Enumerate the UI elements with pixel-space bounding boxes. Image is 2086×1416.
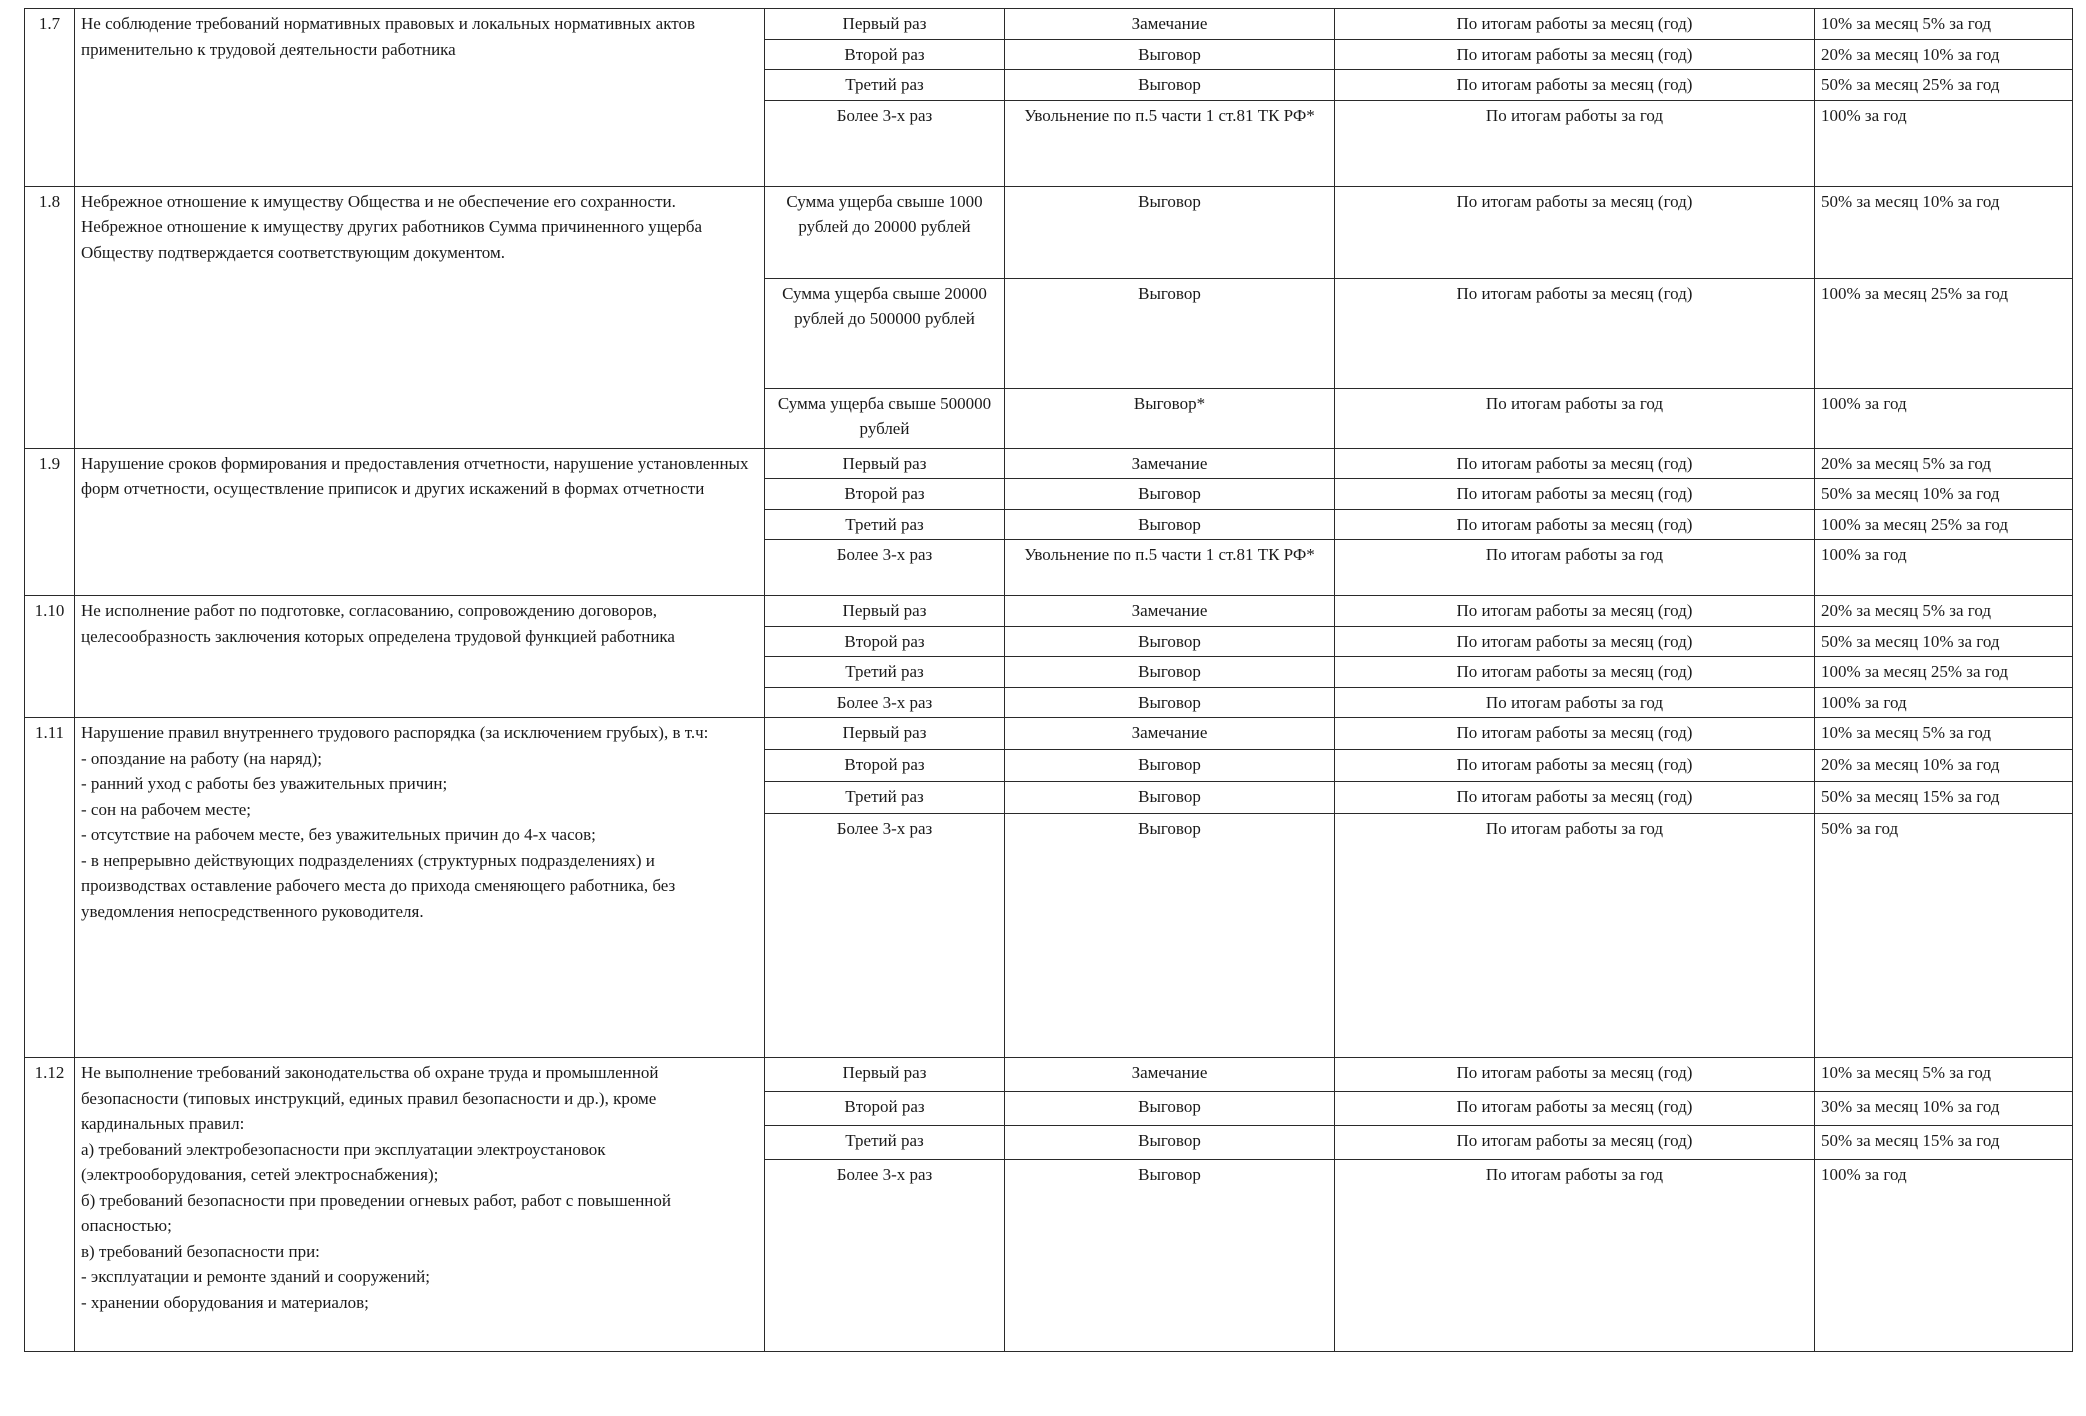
occurrence-condition: Третий раз [765,70,1005,101]
bonus-reduction: 100% за год [1815,687,2073,718]
bonus-reduction: 100% за месяц 25% за год [1815,657,2073,688]
bonus-reduction: 100% за год [1815,540,2073,596]
violation-description [75,718,765,1058]
disciplinary-action: Выговор [1005,1160,1335,1352]
table-row [25,596,2073,627]
table-row [25,1058,2073,1092]
description-line: Нарушение правил внутреннего трудового распорядка (за исключением грубых), в т.ч: [81,723,709,742]
violation-description [75,9,765,187]
occurrence-condition: Второй раз [765,750,1005,782]
bonus-reduction: 50% за месяц 10% за год [1815,626,2073,657]
assessment-period: По итогам работы за месяц (год) [1335,1092,1815,1126]
occurrence-condition: Третий раз [765,657,1005,688]
assessment-period: По итогам работы за месяц (год) [1335,479,1815,510]
disciplinary-action: Выговор [1005,479,1335,510]
bonus-reduction: 50% за месяц 15% за год [1815,782,2073,814]
bonus-reduction: 10% за месяц 5% за год [1815,1058,2073,1092]
assessment-period: По итогам работы за год [1335,814,1815,1058]
occurrence-condition: Второй раз [765,1092,1005,1126]
assessment-period: По итогам работы за месяц (год) [1335,1058,1815,1092]
assessment-period: По итогам работы за месяц (год) [1335,750,1815,782]
description-line: Небрежное отношение к имуществу Общества и не обеспечение его сохранности. Небрежное отношение к имуществу других работников Сумма причиненного ущерба Обществу подтверждается соответствующим документом. [81,191,703,262]
bonus-reduction: 20% за месяц 5% за год [1815,448,2073,479]
assessment-period: По итогам работы за месяц (год) [1335,1126,1815,1160]
disciplinary-action: Выговор [1005,70,1335,101]
disciplinary-action: Выговор [1005,1092,1335,1126]
description-line: - отсутствие на рабочем месте, без уважительных причин до 4-х часов; [81,825,596,844]
document-page [24,8,2072,1412]
description-line: - опоздание на работу (на наряд); [81,748,322,768]
occurrence-condition: Сумма ущерба свыше 20000 рублей до 500000 рублей [765,278,1005,388]
occurrence-condition: Более 3-х раз [765,1160,1005,1352]
bonus-reduction: 10% за месяц 5% за год [1815,718,2073,750]
occurrence-condition: Сумма ущерба свыше 500000 рублей [765,388,1005,448]
item-number: 1.10 [25,596,75,718]
occurrence-condition: Более 3-х раз [765,100,1005,186]
disciplinary-action: Замечание [1005,596,1335,627]
occurrence-condition: Более 3-х раз [765,540,1005,596]
assessment-period: По итогам работы за месяц (год) [1335,278,1815,388]
assessment-period: По итогам работы за месяц (год) [1335,626,1815,657]
assessment-period: По итогам работы за год [1335,540,1815,596]
description-line: б) требований безопасности при проведении огневых работ, работ с повышенной опасностью; [81,1190,671,1235]
bonus-reduction: 20% за месяц 5% за год [1815,596,2073,627]
description-line: - в непрерывно действующих подразделениях (структурных подразделениях) и производствах оставление рабочего места до прихода сменяющего работника, без уведомления непосредственного руководителя. [81,850,676,921]
disciplinary-action: Выговор* [1005,388,1335,448]
description-line: - ранний уход с работы без уважительных причин; [81,774,448,793]
item-number: 1.7 [25,9,75,187]
disciplinary-action: Выговор [1005,750,1335,782]
assessment-period: По итогам работы за месяц (год) [1335,70,1815,101]
bonus-reduction: 50% за месяц 10% за год [1815,186,2073,278]
table-row [25,186,2073,278]
description-line: Нарушение сроков формирования и предоставления отчетности, нарушение установленных форм отчетности, осуществление приписок и других искажений в формах отчетности [81,453,749,498]
bonus-reduction: 30% за месяц 10% за год [1815,1092,2073,1126]
assessment-period: По итогам работы за месяц (год) [1335,9,1815,40]
occurrence-condition: Второй раз [765,626,1005,657]
disciplinary-action: Выговор [1005,509,1335,540]
bonus-reduction: 20% за месяц 10% за год [1815,39,2073,70]
bonus-reduction: 50% за месяц 15% за год [1815,1126,2073,1160]
occurrence-condition: Второй раз [765,479,1005,510]
occurrence-condition: Третий раз [765,509,1005,540]
occurrence-condition: Первый раз [765,448,1005,479]
assessment-period: По итогам работы за месяц (год) [1335,509,1815,540]
occurrence-condition: Третий раз [765,782,1005,814]
occurrence-condition: Первый раз [765,1058,1005,1092]
disciplinary-action: Выговор [1005,626,1335,657]
assessment-period: По итогам работы за месяц (год) [1335,596,1815,627]
disciplinary-action: Выговор [1005,186,1335,278]
occurrence-condition: Второй раз [765,39,1005,70]
assessment-period: По итогам работы за год [1335,687,1815,718]
bonus-reduction: 10% за месяц 5% за год [1815,9,2073,40]
bonus-reduction: 50% за месяц 10% за год [1815,479,2073,510]
violation-description [75,1058,765,1352]
bonus-reduction: 20% за месяц 10% за год [1815,750,2073,782]
assessment-period: По итогам работы за год [1335,1160,1815,1352]
occurrence-condition: Третий раз [765,1126,1005,1160]
disciplinary-action: Замечание [1005,1058,1335,1092]
occurrence-condition: Сумма ущерба свыше 1000 рублей до 20000 рублей [765,186,1005,278]
assessment-period: По итогам работы за месяц (год) [1335,657,1815,688]
description-line: а) требований электробезопасности при эксплуатации электроустановок (электрооборудования, сетей электроснабжения); [81,1139,606,1184]
item-number: 1.11 [25,718,75,1058]
description-line: Не исполнение работ по подготовке, согласованию, сопровождению договоров, целесообразность заключения которых определена трудовой функцией работника [81,601,675,646]
disciplinary-action: Выговор [1005,1126,1335,1160]
assessment-period: По итогам работы за год [1335,388,1815,448]
description-line: Не выполнение требований законодательства об охране труда и промышленной безопасности (типовых инструкций, единых правил безопасности и др.), кроме кардинальных правил: [81,1063,659,1133]
disciplinary-action: Выговор [1005,782,1335,814]
table-row [25,9,2073,40]
assessment-period: По итогам работы за месяц (год) [1335,39,1815,70]
disciplinary-action: Выговор [1005,814,1335,1058]
assessment-period: По итогам работы за месяц (год) [1335,186,1815,278]
assessment-period: По итогам работы за месяц (год) [1335,448,1815,479]
bonus-reduction: 50% за месяц 25% за год [1815,70,2073,101]
bonus-reduction: 50% за год [1815,814,2073,1058]
disciplinary-action: Замечание [1005,9,1335,40]
assessment-period: По итогам работы за месяц (год) [1335,718,1815,750]
item-number: 1.12 [25,1058,75,1352]
occurrence-condition: Первый раз [765,718,1005,750]
description-line: - сон на рабочем месте; [81,799,252,819]
occurrence-condition: Более 3-х раз [765,814,1005,1058]
assessment-period: По итогам работы за месяц (год) [1335,782,1815,814]
disciplinary-action: Выговор [1005,39,1335,70]
occurrence-condition: Первый раз [765,9,1005,40]
disciplinary-action: Увольнение по п.5 части 1 ст.81 ТК РФ* [1005,540,1335,596]
table-row [25,718,2073,750]
bonus-reduction: 100% за год [1815,1160,2073,1352]
description-line: - эксплуатации и ремонте зданий и сооружений; [81,1267,430,1286]
item-number: 1.9 [25,448,75,596]
table-row [25,448,2073,479]
penalty-table-body [25,9,2073,1352]
occurrence-condition: Более 3-х раз [765,687,1005,718]
disciplinary-action: Выговор [1005,657,1335,688]
bonus-reduction: 100% за месяц 25% за год [1815,278,2073,388]
disciplinary-action: Замечание [1005,718,1335,750]
bonus-reduction: 100% за год [1815,388,2073,448]
disciplinary-action: Выговор [1005,278,1335,388]
bonus-reduction: 100% за год [1815,100,2073,186]
assessment-period: По итогам работы за год [1335,100,1815,186]
disciplinary-action: Увольнение по п.5 части 1 ст.81 ТК РФ* [1005,100,1335,186]
description-line: в) требований безопасности при: [81,1241,320,1261]
description-line: - хранении оборудования и материалов; [81,1292,369,1312]
disciplinary-action: Замечание [1005,448,1335,479]
occurrence-condition: Первый раз [765,596,1005,627]
item-number: 1.8 [25,186,75,448]
disciplinary-action: Выговор [1005,687,1335,718]
violation-description [75,596,765,718]
description-line: Не соблюдение требований нормативных правовых и локальных нормативных актов применительно к трудовой деятельности работника [81,14,695,59]
violation-description [75,186,765,448]
bonus-reduction: 100% за месяц 25% за год [1815,509,2073,540]
penalty-table [24,8,2073,1352]
violation-description [75,448,765,596]
